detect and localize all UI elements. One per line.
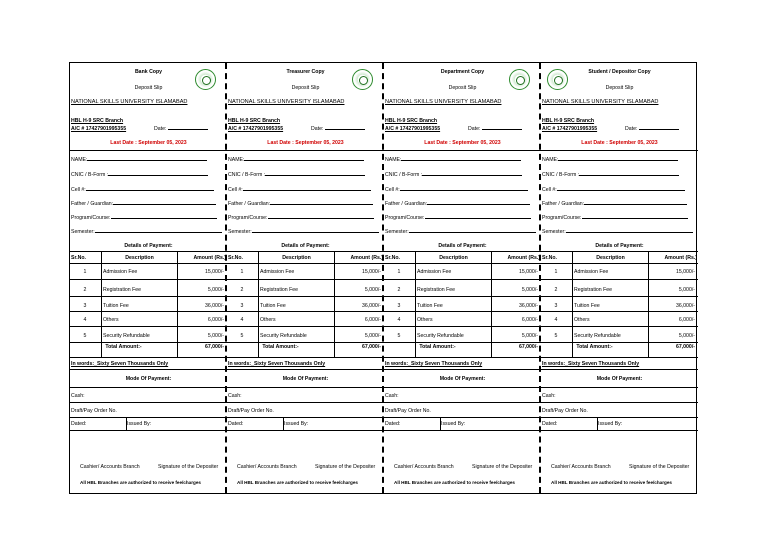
university-logo-icon [547, 69, 568, 90]
row-number: 4 [240, 317, 244, 323]
semester-field[interactable] [542, 230, 693, 235]
col-amount: Amount (Rs.) [350, 255, 383, 261]
row-description: Registration Fee [574, 287, 613, 293]
cashier-signature: Cashier/ Accounts Branch [551, 464, 611, 470]
field-label: CNIC / B-Form : [385, 172, 423, 178]
cnic-field[interactable] [71, 173, 208, 178]
field-label: Program/Course: [542, 215, 582, 221]
total-label: Total Amount:- [576, 344, 613, 350]
program-field[interactable] [71, 216, 217, 221]
field-label: Program/Course: [385, 215, 425, 221]
row-description: Admission Fee [260, 269, 295, 275]
semester-field[interactable] [71, 230, 222, 235]
row-number: 5 [83, 333, 87, 339]
row-description: Others [103, 317, 119, 323]
table-row [70, 264, 225, 279]
footer-note: All HBL Branches are authorized to receive fee/charges [237, 480, 358, 485]
row-number: 1 [83, 269, 87, 275]
row-amount: 36,000/- [518, 303, 538, 309]
field-label: Cell #: [71, 187, 86, 193]
university-name: NATIONAL SKILLS UNIVERSITY ISLAMABAD [542, 99, 659, 105]
guardian-field[interactable] [228, 202, 373, 207]
row-amount: 5,000/- [364, 287, 381, 293]
col-amount: Amount (Rs.) [193, 255, 226, 261]
program-field[interactable] [385, 216, 531, 221]
account-number: A/C # 17427901995355 [228, 126, 284, 132]
row-amount: 6,000/- [207, 317, 224, 323]
account-number: A/C # 17427901995355 [71, 126, 127, 132]
cell-field[interactable] [542, 188, 685, 193]
col-description: Description [596, 255, 625, 261]
row-amount: 5,000/- [207, 287, 224, 293]
bank-branch: HBL H-9 SRC Branch [71, 118, 124, 124]
university-name: NATIONAL SKILLS UNIVERSITY ISLAMABAD [228, 99, 345, 105]
table-row [384, 282, 539, 297]
field-label: Cell #: [542, 187, 557, 193]
field-label: Semester: [228, 229, 252, 235]
last-date: Last Date : September 05, 2023 [424, 140, 501, 146]
row-number: 3 [397, 303, 401, 309]
field-label: Father / Guardian: [542, 201, 585, 207]
bank-branch: HBL H-9 SRC Branch [542, 118, 595, 124]
name-field[interactable] [385, 158, 521, 163]
details-title: Details of Payment: [595, 243, 644, 249]
name-field[interactable] [228, 158, 364, 163]
row-amount: 36,000/- [675, 303, 695, 309]
mode-title: Mode Of Payment: [282, 376, 329, 382]
copy-title: Treasurer Copy [286, 69, 325, 75]
guardian-field[interactable] [71, 202, 216, 207]
date-field[interactable] [311, 127, 365, 132]
mode-title: Mode Of Payment: [125, 376, 172, 382]
dated-field[interactable]: Dated: [385, 421, 401, 427]
field-label: CNIC / B-Form : [228, 172, 266, 178]
issued-by-field[interactable]: Issued By: [441, 421, 466, 427]
cashier-signature: Cashier/ Accounts Branch [394, 464, 454, 470]
last-date: Last Date : September 05, 2023 [581, 140, 658, 146]
date-field[interactable] [625, 127, 679, 132]
field-label: Cell #: [228, 187, 243, 193]
field-label: Semester: [542, 229, 566, 235]
semester-field[interactable] [228, 230, 379, 235]
draft-field[interactable]: Draft/Pay Order No. [385, 408, 431, 414]
cashier-signature: Cashier/ Accounts Branch [80, 464, 140, 470]
cell-field[interactable] [71, 188, 214, 193]
footer-note: All HBL Branches are authorized to receive fee/charges [80, 480, 201, 485]
dated-field[interactable]: Dated: [71, 421, 87, 427]
row-number: 1 [397, 269, 401, 275]
date-field[interactable] [154, 127, 208, 132]
row-number: 3 [554, 303, 558, 309]
amount-in-words: In words:_Sixty Seven Thousands Only [228, 361, 326, 367]
row-description: Others [417, 317, 433, 323]
row-number: 5 [240, 333, 244, 339]
total-amount: 67,000/- [204, 344, 224, 350]
details-title: Details of Payment: [438, 243, 487, 249]
row-number: 1 [240, 269, 244, 275]
field-label: NAME: [385, 157, 402, 163]
bank-branch: HBL H-9 SRC Branch [228, 118, 281, 124]
row-number: 5 [554, 333, 558, 339]
university-logo-icon [352, 69, 373, 90]
total-amount: 67,000/- [518, 344, 538, 350]
last-date: Last Date : September 05, 2023 [110, 140, 187, 146]
row-amount: 5,000/- [678, 287, 695, 293]
slip-department-copy [384, 63, 541, 493]
cash-field[interactable]: Cash: [228, 393, 242, 399]
dated-field[interactable]: Dated: [542, 421, 558, 427]
account-number: A/C # 17427901995355 [542, 126, 598, 132]
row-description: Tuition Fee [260, 303, 286, 309]
semester-field[interactable] [385, 230, 536, 235]
row-number: 3 [83, 303, 87, 309]
row-amount: 15,000/- [204, 269, 224, 275]
university-logo-icon [195, 69, 216, 90]
total-label: Total Amount:- [105, 344, 142, 350]
row-description: Security Refundable [103, 333, 150, 339]
row-amount: 15,000/- [518, 269, 538, 275]
cnic-field[interactable] [542, 173, 679, 178]
last-date: Last Date : September 05, 2023 [267, 140, 344, 146]
row-amount: 15,000/- [675, 269, 695, 275]
field-label: Father / Guardian: [385, 201, 428, 207]
row-amount: 5,000/- [521, 287, 538, 293]
field-label: NAME: [542, 157, 559, 163]
issued-by-field[interactable]: Issued By: [284, 421, 309, 427]
row-number: 2 [554, 287, 558, 293]
row-amount: 5,000/- [207, 333, 224, 339]
issued-by-field[interactable]: Issued By: [598, 421, 623, 427]
program-field[interactable] [228, 216, 374, 221]
depositor-signature: Signature of the Depositer [629, 464, 690, 470]
total-label: Total Amount:- [262, 344, 299, 350]
slip-type: Deposit Slip [448, 85, 477, 91]
mode-title: Mode Of Payment: [439, 376, 486, 382]
cell-field[interactable] [228, 188, 371, 193]
table-row [227, 328, 382, 343]
cash-field[interactable]: Cash: [71, 393, 85, 399]
date-field[interactable] [468, 127, 522, 132]
cnic-field[interactable] [385, 173, 522, 178]
account-number: A/C # 17427901995355 [385, 126, 441, 132]
col-amount: Amount (Rs.) [507, 255, 540, 261]
field-label: Program/Course: [228, 215, 268, 221]
row-description: Registration Fee [417, 287, 456, 293]
cash-field[interactable]: Cash: [385, 393, 399, 399]
col-description: Description [282, 255, 311, 261]
guardian-field[interactable] [542, 202, 687, 207]
table-row [384, 264, 539, 279]
row-description: Admission Fee [103, 269, 138, 275]
amount-in-words: In words:_Sixty Seven Thousands Only [542, 361, 640, 367]
details-title: Details of Payment: [124, 243, 173, 249]
total-label: Total Amount:- [419, 344, 456, 350]
col-amount: Amount (Rs.) [664, 255, 697, 261]
row-description: Registration Fee [103, 287, 142, 293]
col-description: Description [125, 255, 154, 261]
row-description: Admission Fee [574, 269, 609, 275]
row-amount: 6,000/- [364, 317, 381, 323]
table-row [541, 264, 698, 279]
amount-in-words: In words:_Sixty Seven Thousands Only [385, 361, 483, 367]
col-srno: Sr.No. [385, 255, 400, 261]
slip-type: Deposit Slip [291, 85, 320, 91]
depositor-signature: Signature of the Depositer [158, 464, 219, 470]
copy-title: Bank Copy [134, 69, 163, 75]
field-label: Program/Course: [71, 215, 111, 221]
cashier-signature: Cashier/ Accounts Branch [237, 464, 297, 470]
row-amount: 5,000/- [678, 333, 695, 339]
dated-field[interactable]: Dated: [228, 421, 244, 427]
cash-field[interactable]: Cash: [542, 393, 556, 399]
row-number: 2 [397, 287, 401, 293]
row-amount: 5,000/- [364, 333, 381, 339]
university-name: NATIONAL SKILLS UNIVERSITY ISLAMABAD [385, 99, 502, 105]
issued-by-field[interactable]: Issued By: [127, 421, 152, 427]
row-amount: 6,000/- [521, 317, 538, 323]
row-number: 4 [83, 317, 87, 323]
row-description: Tuition Fee [417, 303, 443, 309]
university-name: NATIONAL SKILLS UNIVERSITY ISLAMABAD [71, 99, 188, 105]
col-description: Description [439, 255, 468, 261]
draft-field[interactable]: Draft/Pay Order No. [71, 408, 117, 414]
row-number: 4 [397, 317, 401, 323]
university-logo-icon [509, 69, 530, 90]
table-row [227, 264, 382, 279]
date-label: Date: [625, 126, 638, 132]
col-srno: Sr.No. [71, 255, 86, 261]
guardian-field[interactable] [385, 202, 530, 207]
footer-note: All HBL Branches are authorized to receive fee/charges [394, 480, 515, 485]
details-title: Details of Payment: [281, 243, 330, 249]
draft-field[interactable]: Draft/Pay Order No. [542, 408, 588, 414]
table-row [70, 282, 225, 297]
field-label: Cell #: [385, 187, 400, 193]
mode-title: Mode Of Payment: [596, 376, 643, 382]
slip-student-copy [541, 63, 698, 493]
col-srno: Sr.No. [228, 255, 243, 261]
amount-in-words: In words:_Sixty Seven Thousands Only [71, 361, 169, 367]
row-number: 2 [83, 287, 87, 293]
row-number: 1 [554, 269, 558, 275]
table-row [70, 328, 225, 343]
slip-bank-copy [70, 63, 227, 493]
row-amount: 36,000/- [204, 303, 224, 309]
field-label: Father / Guardian: [228, 201, 271, 207]
copy-title: Department Copy [440, 69, 485, 75]
table-row [541, 282, 698, 297]
bank-branch: HBL H-9 SRC Branch [385, 118, 438, 124]
footer-note: All HBL Branches are authorized to receive fee/charges [551, 480, 672, 485]
row-amount: 36,000/- [361, 303, 381, 309]
row-description: Tuition Fee [103, 303, 129, 309]
program-field[interactable] [542, 216, 688, 221]
row-amount: 5,000/- [521, 333, 538, 339]
row-description: Security Refundable [574, 333, 621, 339]
row-description: Others [574, 317, 590, 323]
depositor-signature: Signature of the Depositer [315, 464, 376, 470]
row-description: Registration Fee [260, 287, 299, 293]
cnic-field[interactable] [228, 173, 365, 178]
table-row [384, 328, 539, 343]
slip-type: Deposit Slip [134, 85, 163, 91]
slip-type: Deposit Slip [605, 85, 634, 91]
row-amount: 15,000/- [361, 269, 381, 275]
field-label: CNIC / B-Form : [542, 172, 580, 178]
total-amount: 67,000/- [675, 344, 695, 350]
total-amount: 67,000/- [361, 344, 381, 350]
row-number: 4 [554, 317, 558, 323]
draft-field[interactable]: Draft/Pay Order No. [228, 408, 274, 414]
field-label: Semester: [71, 229, 95, 235]
slip-treasurer-copy [227, 63, 384, 493]
date-label: Date: [311, 126, 324, 132]
row-number: 3 [240, 303, 244, 309]
depositor-signature: Signature of the Depositer [472, 464, 533, 470]
col-srno: Sr.No. [542, 255, 557, 261]
row-description: Admission Fee [417, 269, 452, 275]
copy-title: Student / Depositor Copy [588, 69, 651, 75]
row-amount: 6,000/- [678, 317, 695, 323]
field-label: CNIC / B-Form : [71, 172, 109, 178]
field-label: Semester: [385, 229, 409, 235]
row-description: Others [260, 317, 276, 323]
name-field[interactable] [542, 158, 678, 163]
cell-field[interactable] [385, 188, 528, 193]
row-description: Security Refundable [417, 333, 464, 339]
date-label: Date: [468, 126, 481, 132]
table-row [227, 282, 382, 297]
row-description: Security Refundable [260, 333, 307, 339]
table-row [541, 328, 698, 343]
deposit-slip-sheet [69, 62, 697, 494]
row-description: Tuition Fee [574, 303, 600, 309]
name-field[interactable] [71, 158, 207, 163]
field-label: NAME: [228, 157, 245, 163]
field-label: NAME: [71, 157, 88, 163]
row-number: 2 [240, 287, 244, 293]
field-label: Father / Guardian: [71, 201, 114, 207]
row-number: 5 [397, 333, 401, 339]
date-label: Date: [154, 126, 167, 132]
